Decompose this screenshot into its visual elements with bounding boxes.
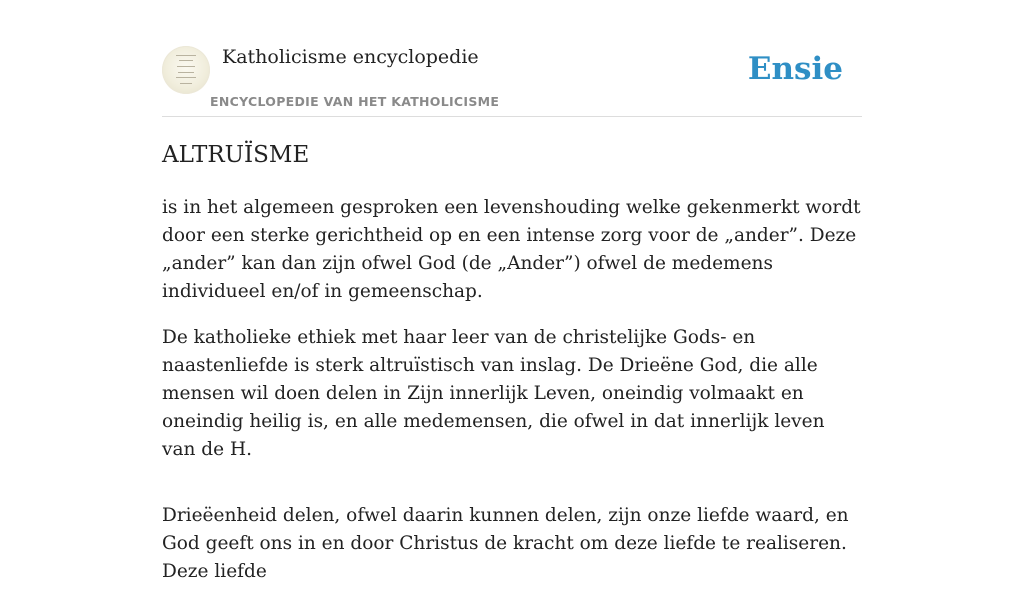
site-header bbox=[162, 44, 862, 117]
site-title[interactable]: Katholicisme encyclopedie bbox=[222, 46, 479, 68]
site-subtitle: ENCYCLOPEDIE VAN HET KATHOLICISME bbox=[210, 94, 500, 109]
article-paragraph: is in het algemeen gesproken een levenshouding welke gekenmerkt wordt door een sterke gerichtheid op en een intense zorg voor de „ander”. Deze „ander” kan dan zijn ofwel God (de „Ander”) ofwel de medemens individueel en/of in gemeenschap. bbox=[162, 197, 861, 302]
ensie-logo[interactable]: Ensie bbox=[747, 51, 843, 87]
encyclopedia-book-cover-icon[interactable] bbox=[162, 46, 210, 94]
article bbox=[162, 138, 862, 604]
article-paragraph: De katholieke ethiek met haar leer van de christelijke Gods- en naastenliefde is sterk altruïstisch van inslag. De Drieëne God, die alle mensen wil doen delen in Zijn innerlijk Leven, oneindig volmaakt en oneindig heilig is, en alle medemensen, die ofwel in dat innerlijk leven van de H. bbox=[162, 327, 825, 460]
article-paragraph: Drieëenheid delen, ofwel daarin kunnen delen, zijn onze liefde waard, en God geeft ons in en door Christus de kracht om deze liefde te realiseren. Deze liefde bbox=[162, 505, 849, 582]
article-title: ALTRUÏSME bbox=[162, 142, 310, 168]
